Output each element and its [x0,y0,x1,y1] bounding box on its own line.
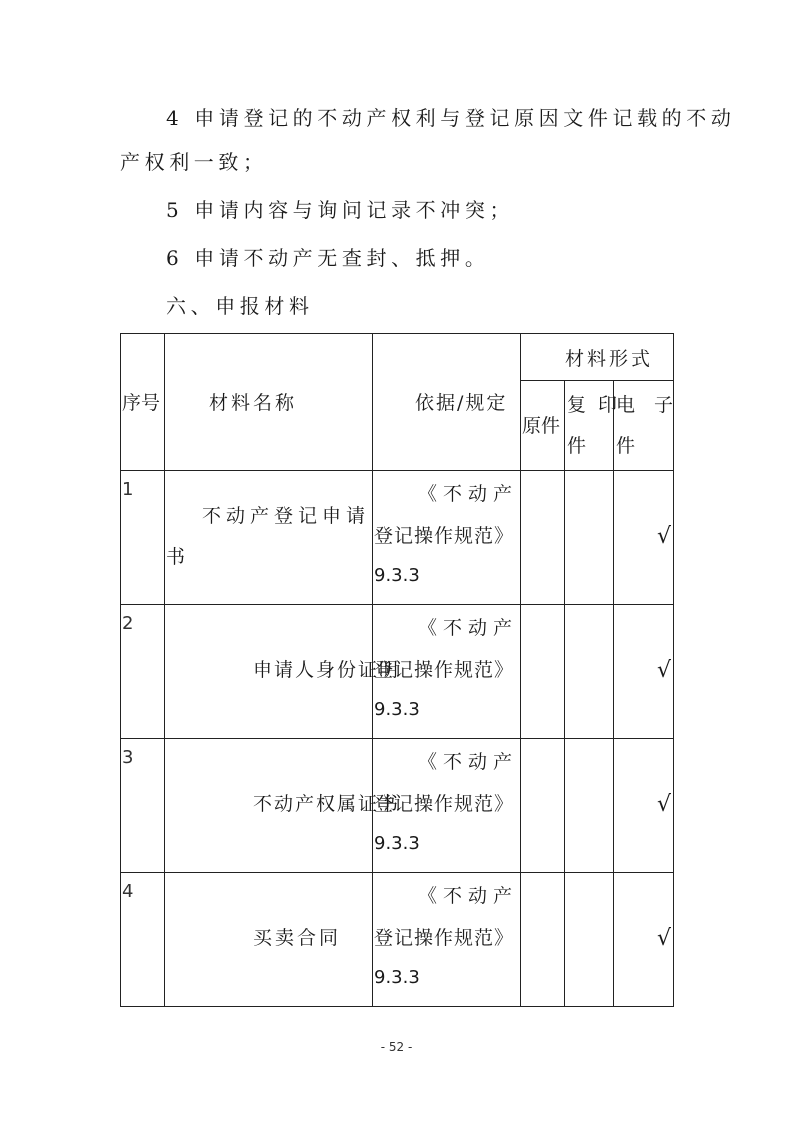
material-name: 不动产权属证书 [253,793,401,815]
item-5: 5 申请内容与询问记录不冲突； [166,198,515,222]
header-electronic-line1: 电 子 [616,394,674,416]
basis-line3: 9.3.3 [374,833,420,854]
header-electronic [614,381,674,471]
item-4-line-2: 产权利一致； [120,150,268,174]
basis-line2: 登记操作规范》 [374,793,515,815]
row-number: 3 [122,747,134,768]
row-number: 1 [122,479,134,500]
check-mark: √ [656,926,672,951]
table-row [121,471,674,605]
header-seq-label: 序号 [122,392,161,414]
row-number: 4 [122,881,134,902]
material-name: 申请人身份证明 [253,659,401,681]
header-seq [121,334,165,471]
basis-line1: 《不动产 [417,751,518,773]
header-original-label: 原件 [522,415,561,437]
table-row [121,873,674,1007]
header-copy-line2: 件 [567,435,590,457]
item-4-line-1: 4 申请登记的不动产权利与登记原因文件记载的不动 [166,106,736,130]
header-form [521,334,674,381]
header-basis [373,334,521,471]
table-row [121,605,674,739]
basis-line2: 登记操作规范》 [374,525,515,547]
row-number: 2 [122,613,134,634]
material-name-line1: 不动产登记申请 [201,505,370,527]
header-electronic-line2: 件 [616,435,639,457]
materials-table [120,333,674,1007]
section-heading: 六、申报材料 [166,294,314,318]
header-copy-line1: 复 印 [567,394,621,416]
header-name-label: 材料名称 [209,392,298,414]
header-basis-label: 依据/规定 [415,392,508,414]
check-mark: √ [656,658,672,683]
table-row [121,739,674,873]
check-mark: √ [656,792,672,817]
header-original [521,381,565,471]
header-form-label: 材料形式 [565,348,654,370]
basis-line3: 9.3.3 [374,565,420,586]
header-name [165,334,373,471]
basis-line3: 9.3.3 [374,699,420,720]
basis-line2: 登记操作规范》 [374,927,515,949]
header-copy [565,381,621,471]
basis-line2: 登记操作规范》 [374,659,515,681]
item-6: 6 申请不动产无查封、抵押。 [166,246,490,270]
basis-line1: 《不动产 [417,617,518,639]
page-number: - 52 - [380,1040,413,1054]
basis-line1: 《不动产 [417,885,518,907]
material-name: 买卖合同 [253,927,342,949]
material-name-line2: 书 [166,546,189,568]
check-mark: √ [656,524,672,549]
basis-line3: 9.3.3 [374,967,420,988]
basis-line1: 《不动产 [417,483,518,505]
